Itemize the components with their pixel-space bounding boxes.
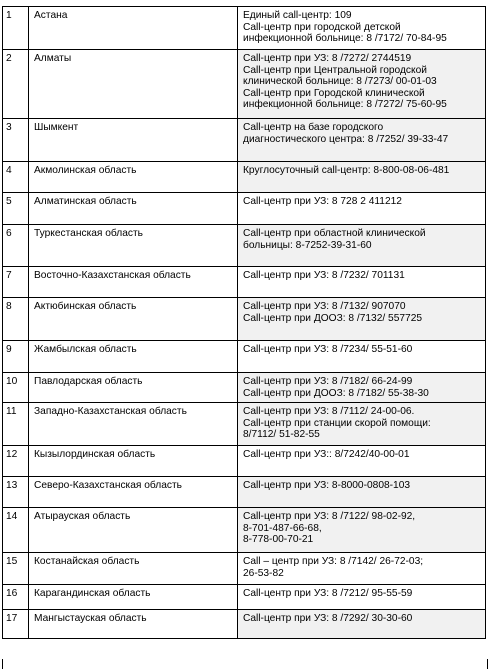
contact-line: Call-центр при УЗ: 8 /7292/ 30-30-60	[243, 613, 413, 624]
row-number: 13	[3, 477, 29, 508]
region-name: Западно-Казахстанская область	[29, 403, 238, 446]
row-number: 16	[3, 585, 29, 610]
contact-line: Call-центр при Центральной городской	[243, 64, 427, 76]
contact-line: 26-53-82	[243, 567, 284, 579]
table-row	[3, 610, 486, 639]
contact-info	[238, 341, 486, 373]
contact-info	[238, 162, 486, 193]
contact-info	[238, 585, 486, 610]
contact-line: Call-центр при УЗ: 8 /7234/ 55-51-60	[243, 344, 413, 355]
table-row	[3, 7, 486, 50]
contact-line: Call-центр при УЗ: 8 /7212/ 95-55-59	[243, 588, 413, 599]
table-row	[3, 267, 486, 298]
contact-info	[238, 267, 486, 298]
region-name: Атырауская область	[29, 508, 238, 553]
contact-info	[238, 50, 486, 119]
row-number: 12	[3, 446, 29, 477]
contact-info	[238, 193, 486, 225]
row-number: 5	[3, 193, 29, 225]
contact-line: 8-701-487-66-68,	[243, 522, 322, 534]
contact-line: Единый call-центр: 109	[243, 10, 352, 21]
row-number: 14	[3, 508, 29, 553]
contact-line: Call-центр при УЗ: 8 728 2 411212	[243, 196, 402, 207]
contact-line: Call-центр при ДООЗ: 8 /7182/ 55-38-30	[243, 387, 429, 399]
row-number: 4	[3, 162, 29, 193]
contact-info	[238, 553, 486, 585]
contact-line: Call-центр при Городской клинической	[243, 87, 425, 99]
table-row	[3, 477, 486, 508]
contact-line: Call-центр при ДООЗ: 8 /7132/ 557725	[243, 312, 423, 324]
contact-line: Call-центр на базе городского	[243, 122, 384, 133]
region-name: Костанайская область	[29, 553, 238, 585]
table-continuation	[2, 659, 488, 669]
row-number: 9	[3, 341, 29, 373]
contact-info	[238, 298, 486, 341]
table-row	[3, 193, 486, 225]
table-row	[3, 553, 486, 585]
region-name: Актюбинская область	[29, 298, 238, 341]
contact-info	[238, 225, 486, 267]
region-name: Туркестанская область	[29, 225, 238, 267]
contact-info	[238, 7, 486, 50]
contact-info	[238, 508, 486, 553]
table-row	[3, 585, 486, 610]
region-name: Восточно-Казахстанская область	[29, 267, 238, 298]
region-name: Акмолинская область	[29, 162, 238, 193]
region-name: Карагандинская область	[29, 585, 238, 610]
contact-line: инфекционной больнице: 8 /7172/ 70-84-95	[243, 33, 447, 45]
contact-line: Call-центр при УЗ: 8 /7112/ 24-00-06.	[243, 406, 415, 417]
row-number: 15	[3, 553, 29, 585]
table-row	[3, 298, 486, 341]
contacts-table	[2, 6, 486, 639]
contact-info	[238, 477, 486, 508]
region-name: Алматы	[29, 50, 238, 119]
contact-info	[238, 610, 486, 639]
row-number: 11	[3, 403, 29, 446]
row-number: 7	[3, 267, 29, 298]
contact-line: 8/7112/ 51-82-55	[243, 429, 320, 441]
contact-line: Call-центр при областной клинической	[243, 228, 426, 239]
contact-line: Call-центр при городской детской	[243, 21, 401, 33]
region-name: Алматинская область	[29, 193, 238, 225]
contact-info	[238, 403, 486, 446]
contact-line: диагностического центра: 8 /7252/ 39-33-47	[243, 133, 449, 145]
contact-info	[238, 373, 486, 403]
contact-line: больницы: 8-7252-39-31-60	[243, 239, 372, 251]
table-row	[3, 373, 486, 403]
contact-line: Call-центр при УЗ: 8 /7272/ 2744519	[243, 53, 412, 64]
contact-line: 8-778-00-70-21	[243, 534, 314, 546]
contact-line: Call-центр при УЗ: 8 /7182/ 66-24-99	[243, 376, 413, 387]
row-number: 10	[3, 373, 29, 403]
row-number: 3	[3, 119, 29, 162]
table-row	[3, 162, 486, 193]
row-number: 8	[3, 298, 29, 341]
contact-line: Call-центр при УЗ: 8 /7132/ 907070	[243, 301, 406, 312]
contact-line: Call-центр при УЗ: 8 /7122/ 98-02-92,	[243, 511, 416, 522]
contact-info	[238, 446, 486, 477]
row-number: 1	[3, 7, 29, 50]
table-row	[3, 341, 486, 373]
contact-line: Call – центр при УЗ: 8 /7142/ 26-72-03;	[243, 556, 424, 567]
table-row	[3, 508, 486, 553]
contact-line: Круглосуточный call-центр: 8-800-08-06-481	[243, 165, 450, 176]
row-number: 17	[3, 610, 29, 639]
contact-line: клинической больнице: 8 /7273/ 00-01-03	[243, 76, 437, 88]
table-row	[3, 119, 486, 162]
contact-line: Call-центр при УЗ: 8 /7232/ 701131	[243, 270, 405, 281]
region-name: Павлодарская область	[29, 373, 238, 403]
row-number: 2	[3, 50, 29, 119]
contact-line: Call-центр при УЗ: 8-8000-0808-103	[243, 480, 411, 491]
table-row	[3, 446, 486, 477]
region-name: Мангыстауская область	[29, 610, 238, 639]
contacts-table-body	[3, 7, 486, 639]
table-row	[3, 50, 486, 119]
region-name: Северо-Казахстанская область	[29, 477, 238, 508]
region-name: Кызылординская область	[29, 446, 238, 477]
table-row	[3, 225, 486, 267]
contact-line: Call-центр при УЗ:: 8/7242/40-00-01	[243, 449, 410, 460]
region-name: Шымкент	[29, 119, 238, 162]
table-row	[3, 403, 486, 446]
contact-line: Call-центр при станции скорой помощи:	[243, 417, 431, 429]
row-number: 6	[3, 225, 29, 267]
region-name: Жамбылская область	[29, 341, 238, 373]
contact-line: инфекционной больнице: 8 /7272/ 75-60-95	[243, 99, 447, 111]
region-name: Астана	[29, 7, 238, 50]
contact-info	[238, 119, 486, 162]
